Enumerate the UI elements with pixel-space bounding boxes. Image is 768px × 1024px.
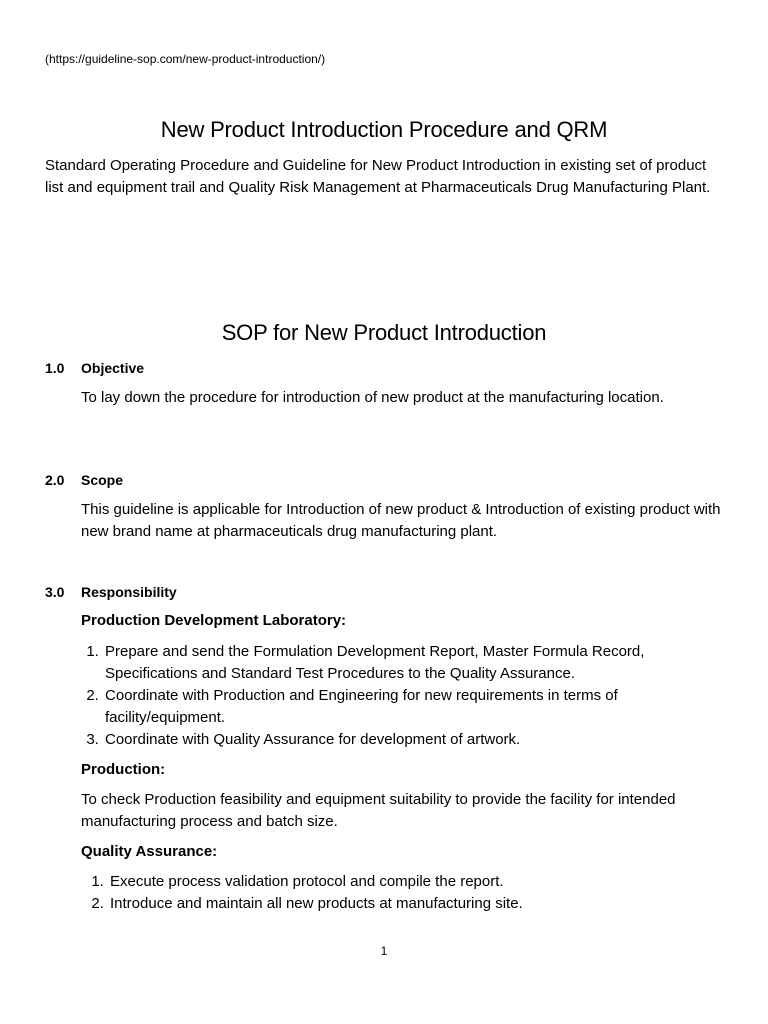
list-item: 2. Introduce and maintain all new products at manufacturing site. xyxy=(108,893,728,915)
list-item: 2. Coordinate with Production and Engineering for new requirements in terms of facility/equipment. xyxy=(103,685,723,729)
section-title: Scope xyxy=(81,472,124,488)
list-item: 3. Coordinate with Quality Assurance for development of artwork. xyxy=(103,729,723,751)
sop-title: SOP for New Product Introduction xyxy=(221,320,547,345)
qa-heading: Quality Assurance: xyxy=(81,843,218,860)
objective-text: To lay down the procedure for introduction of new product at the manufacturing location. xyxy=(81,389,664,406)
list-item: 1. Execute process validation protocol and compile the report. xyxy=(108,871,728,893)
pdl-list xyxy=(81,641,723,751)
section-title: Objective xyxy=(81,360,145,376)
section-number: 3.0 xyxy=(45,584,65,600)
production-heading: Production: xyxy=(81,761,166,778)
section-number: 1.0 xyxy=(45,360,65,376)
page-number: 1 xyxy=(380,944,388,958)
scope-text: This guideline is applicable for Introduction of new product & Introduction of existing product with new brand name at pharmaceuticals drug manufacturing plant. xyxy=(81,501,721,540)
section-number: 2.0 xyxy=(45,472,65,488)
list-item: 1. Prepare and send the Formulation Development Report, Master Formula Record, Specifications and Standard Test Procedures to the Quality Assurance. xyxy=(103,641,723,685)
pdl-heading: Production Development Laboratory: xyxy=(81,612,347,629)
document-title: New Product Introduction Procedure and QRM xyxy=(160,117,608,142)
production-text: To check Production feasibility and equipment suitability to provide the facility for intended manufacturing process and batch size. xyxy=(81,791,676,830)
section-heading-responsibility xyxy=(45,584,177,600)
section-title: Responsibility xyxy=(81,584,177,600)
intro-paragraph: Standard Operating Procedure and Guideline for New Product Introduction in existing set of product list and equipment trail and Quality Risk Management at Pharmaceuticals Drug Manufacturing Plant. xyxy=(45,157,711,196)
source-url[interactable]: (https://guideline-sop.com/new-product-introduction/) xyxy=(45,52,326,66)
section-heading-objective xyxy=(45,360,144,376)
section-heading-scope xyxy=(45,472,123,488)
qa-list xyxy=(86,871,728,915)
